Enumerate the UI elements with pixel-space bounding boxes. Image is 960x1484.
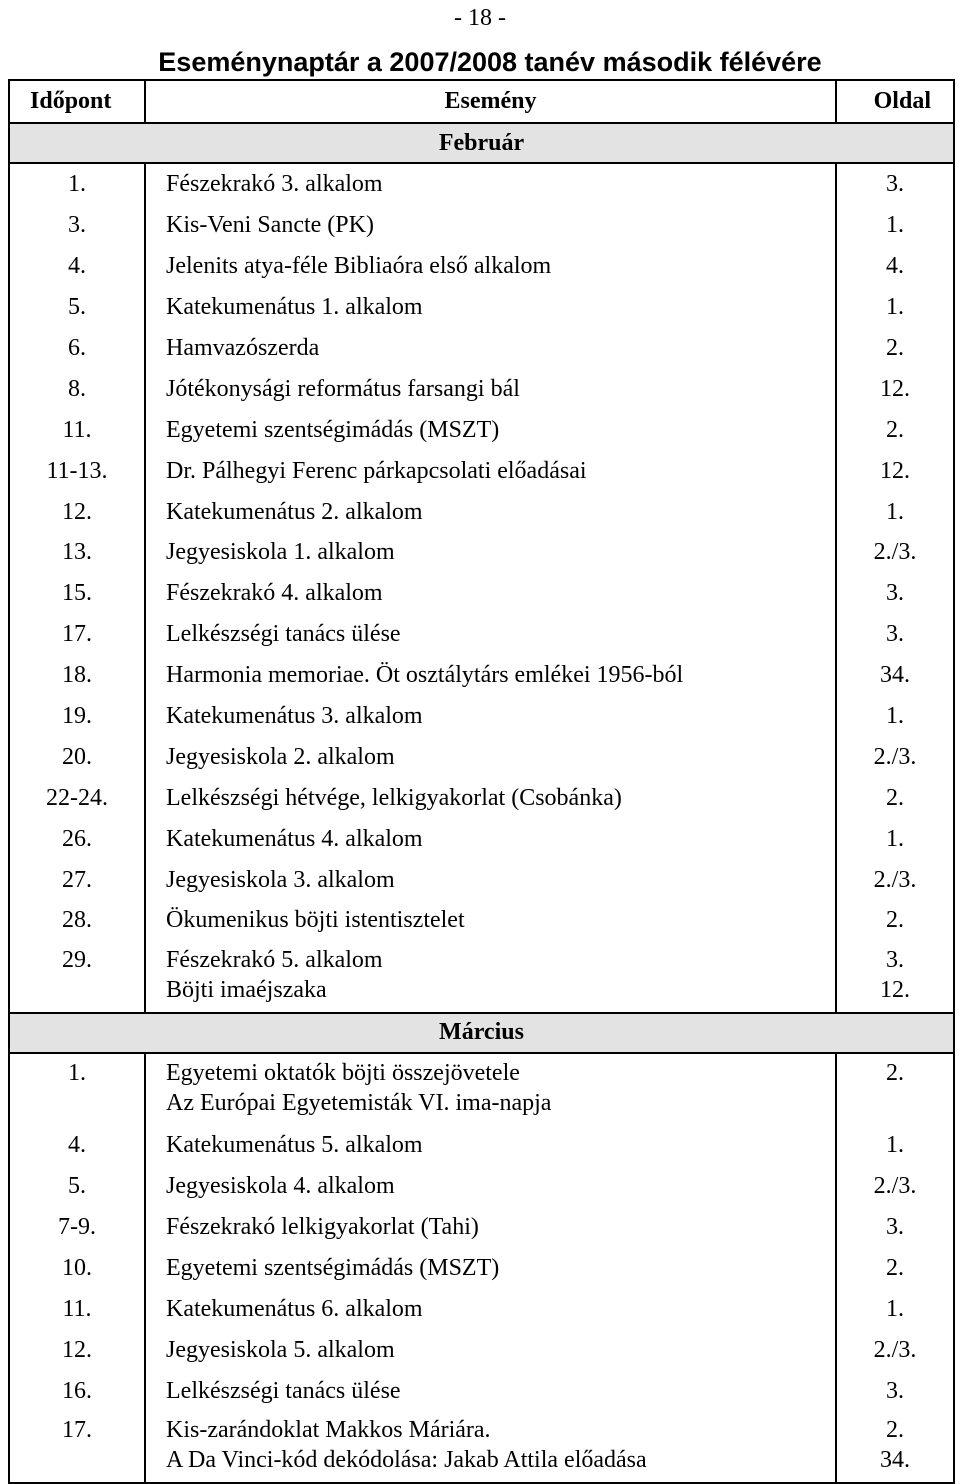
event-title: A Da Vinci-kód dekódolása: Jakab Attila előadása bbox=[166, 1447, 647, 1474]
event-title: Katekumenátus 4. alkalom bbox=[166, 825, 423, 852]
event-date: 17. bbox=[9, 1411, 145, 1483]
event-title: Fészekrakó lelkigyakorlat (Tahi) bbox=[166, 1214, 479, 1241]
page-number: - 18 - bbox=[454, 5, 506, 31]
page-reference: 3. bbox=[886, 1377, 904, 1404]
table-body bbox=[9, 123, 954, 1483]
page-reference: 2./3. bbox=[873, 866, 917, 893]
table-row bbox=[9, 1370, 954, 1411]
page-reference-cell bbox=[836, 1329, 954, 1370]
table-row bbox=[9, 614, 954, 655]
page-reference: 2. bbox=[886, 907, 904, 934]
page-reference: 1. bbox=[886, 294, 904, 321]
table-row bbox=[9, 1125, 954, 1166]
event-cell bbox=[145, 696, 836, 737]
event-cell bbox=[145, 368, 836, 409]
page-reference: 2. bbox=[886, 784, 904, 811]
event-cell bbox=[145, 246, 836, 287]
event-title: Fészekrakó 5. alkalom bbox=[166, 946, 383, 973]
page-reference-cell bbox=[836, 1207, 954, 1248]
event-cell bbox=[145, 818, 836, 859]
event-cell bbox=[145, 1166, 836, 1207]
event-date: 28. bbox=[9, 900, 145, 941]
event-cell bbox=[145, 287, 836, 328]
event-cell bbox=[145, 1125, 836, 1166]
table-row bbox=[9, 655, 954, 696]
page-reference: 1. bbox=[886, 825, 904, 852]
event-cell bbox=[145, 205, 836, 246]
event-date: 17. bbox=[9, 614, 145, 655]
page-reference: 2./3. bbox=[873, 539, 917, 566]
event-title: Kis-Veni Sancte (PK) bbox=[166, 212, 374, 239]
event-date: 19. bbox=[9, 696, 145, 737]
event-cell bbox=[145, 491, 836, 532]
event-date: 6. bbox=[9, 328, 145, 369]
month-header-row bbox=[9, 123, 954, 163]
month-name: Február bbox=[9, 123, 954, 163]
table-row bbox=[9, 818, 954, 859]
table-row bbox=[9, 532, 954, 573]
event-title: Jegyesiskola 5. alkalom bbox=[166, 1336, 395, 1363]
page-reference: 12. bbox=[880, 976, 910, 1003]
event-date: 13. bbox=[9, 532, 145, 573]
table-row bbox=[9, 1053, 954, 1125]
page-reference-cell bbox=[836, 532, 954, 573]
event-cell bbox=[145, 736, 836, 777]
table-row bbox=[9, 205, 954, 246]
event-date: 4. bbox=[9, 246, 145, 287]
event-cell bbox=[145, 450, 836, 491]
event-title: Egyetemi oktatók böjti összejövetele bbox=[166, 1059, 520, 1086]
page-reference: 4. bbox=[886, 253, 904, 280]
event-title: Lelkészségi tanács ülése bbox=[166, 1377, 401, 1404]
event-title: Jótékonysági református farsangi bál bbox=[166, 375, 520, 402]
event-cell bbox=[145, 1288, 836, 1329]
event-cell bbox=[145, 655, 836, 696]
table-row bbox=[9, 859, 954, 900]
event-date: 1. bbox=[9, 1053, 145, 1125]
page-reference: 34. bbox=[880, 662, 910, 689]
page-reference: 1. bbox=[886, 1132, 904, 1159]
event-cell bbox=[145, 859, 836, 900]
event-date: 5. bbox=[9, 1166, 145, 1207]
event-title: Jelenits atya-féle Bibliaóra első alkalom bbox=[166, 253, 552, 280]
event-cell bbox=[145, 777, 836, 818]
column-header-page: Oldal bbox=[836, 80, 954, 123]
table-row bbox=[9, 368, 954, 409]
event-title: Fészekrakó 4. alkalom bbox=[166, 580, 383, 607]
event-cell bbox=[145, 409, 836, 450]
event-date: 1. bbox=[9, 163, 145, 205]
page-reference-cell bbox=[836, 163, 954, 205]
column-header-date: Időpont bbox=[9, 80, 145, 123]
page-reference-cell bbox=[836, 450, 954, 491]
event-title: Katekumenátus 2. alkalom bbox=[166, 498, 423, 525]
event-date: 20. bbox=[9, 736, 145, 777]
event-date: 16. bbox=[9, 1370, 145, 1411]
event-title: Jegyesiskola 1. alkalom bbox=[166, 539, 395, 566]
page-reference-cell bbox=[836, 941, 954, 1013]
event-date: 3. bbox=[9, 205, 145, 246]
page-reference-cell bbox=[836, 1053, 954, 1125]
month-name: Március bbox=[9, 1013, 954, 1053]
event-title: Lelkészségi tanács ülése bbox=[166, 621, 401, 648]
page-reference: 3. bbox=[886, 580, 904, 607]
event-title: Katekumenátus 6. alkalom bbox=[166, 1295, 423, 1322]
event-title: Ökumenikus böjti istentisztelet bbox=[166, 907, 465, 934]
page-reference: 1. bbox=[886, 212, 904, 239]
event-title: Egyetemi szentségimádás (MSZT) bbox=[166, 1255, 500, 1282]
page-reference-cell bbox=[836, 859, 954, 900]
table-row bbox=[9, 1411, 954, 1483]
event-date: 18. bbox=[9, 655, 145, 696]
event-date: 27. bbox=[9, 859, 145, 900]
page-reference: 2. bbox=[886, 416, 904, 443]
page-reference-cell bbox=[836, 1288, 954, 1329]
page-reference: 3. bbox=[886, 621, 904, 648]
event-title: Jegyesiskola 4. alkalom bbox=[166, 1173, 395, 1200]
page-reference-cell bbox=[836, 1248, 954, 1289]
event-date: 11-13. bbox=[9, 450, 145, 491]
page-reference: 2. bbox=[886, 1417, 904, 1444]
event-title: Kis-zarándoklat Makkos Máriára. bbox=[166, 1417, 491, 1444]
event-title: Katekumenátus 5. alkalom bbox=[166, 1132, 423, 1159]
event-cell bbox=[145, 532, 836, 573]
event-date: 29. bbox=[9, 941, 145, 1013]
event-cell bbox=[145, 328, 836, 369]
event-title: Egyetemi szentségimádás (MSZT) bbox=[166, 416, 500, 443]
page-reference: 34. bbox=[880, 1447, 910, 1474]
event-cell bbox=[145, 1207, 836, 1248]
event-title: Dr. Pálhegyi Ferenc párkapcsolati előadásai bbox=[166, 457, 587, 484]
event-date: 11. bbox=[9, 1288, 145, 1329]
table-row bbox=[9, 246, 954, 287]
page-reference: 3. bbox=[886, 171, 904, 198]
page-reference-cell bbox=[836, 1411, 954, 1483]
event-cell bbox=[145, 1411, 836, 1483]
table-row bbox=[9, 1288, 954, 1329]
table-header-row bbox=[9, 80, 954, 123]
page-reference-cell bbox=[836, 1166, 954, 1207]
page-reference-cell bbox=[836, 900, 954, 941]
table-row bbox=[9, 900, 954, 941]
page-reference bbox=[837, 1088, 953, 1118]
event-date: 7-9. bbox=[9, 1207, 145, 1248]
page-reference-cell bbox=[836, 777, 954, 818]
page-reference-cell bbox=[836, 287, 954, 328]
event-date: 10. bbox=[9, 1248, 145, 1289]
page-reference: 12. bbox=[880, 457, 910, 484]
page-reference: 2. bbox=[886, 335, 904, 361]
page-reference-cell bbox=[836, 368, 954, 409]
page-reference: 1. bbox=[886, 498, 904, 525]
page-reference-cell bbox=[836, 696, 954, 737]
table-row bbox=[9, 736, 954, 777]
event-title: Hamvazószerda bbox=[166, 335, 320, 361]
page-reference-cell bbox=[836, 818, 954, 859]
table-row bbox=[9, 777, 954, 818]
page-reference-cell bbox=[836, 1370, 954, 1411]
event-date: 11. bbox=[9, 409, 145, 450]
event-title: Az Európai Egyetemisták VI. ima-napja bbox=[166, 1089, 552, 1116]
page-reference-cell bbox=[836, 328, 954, 369]
event-cell bbox=[145, 1053, 836, 1125]
event-date: 12. bbox=[9, 491, 145, 532]
event-date: 26. bbox=[9, 818, 145, 859]
page-reference: 2./3. bbox=[873, 743, 917, 770]
month-header-row bbox=[9, 1013, 954, 1053]
table-row bbox=[9, 328, 954, 369]
table-row bbox=[9, 163, 954, 205]
table-row bbox=[9, 1248, 954, 1289]
event-title: Harmonia memoriae. Öt osztálytárs emlékei 1956-ból bbox=[166, 662, 684, 689]
event-cell bbox=[145, 163, 836, 205]
page-reference-cell bbox=[836, 409, 954, 450]
page-reference-cell bbox=[836, 1125, 954, 1166]
page-reference: 2. bbox=[886, 1255, 904, 1282]
event-cell bbox=[145, 1370, 836, 1411]
page-reference-cell bbox=[836, 246, 954, 287]
page-reference-cell bbox=[836, 655, 954, 696]
table-row bbox=[9, 1207, 954, 1248]
page-reference: 1. bbox=[886, 703, 904, 730]
page-reference-cell bbox=[836, 573, 954, 614]
event-title: Fészekrakó 3. alkalom bbox=[166, 171, 383, 198]
table-row bbox=[9, 941, 954, 1013]
event-cell bbox=[145, 1329, 836, 1370]
table-row bbox=[9, 573, 954, 614]
page-reference: 3. bbox=[886, 1214, 904, 1241]
event-date: 8. bbox=[9, 368, 145, 409]
event-date: 15. bbox=[9, 573, 145, 614]
event-cell bbox=[145, 941, 836, 1013]
document-title: Eseménynaptár a 2007/2008 tanév második félévére bbox=[158, 47, 822, 77]
table-row bbox=[9, 696, 954, 737]
page-reference: 2./3. bbox=[873, 1336, 917, 1363]
event-title: Böjti imaéjszaka bbox=[166, 976, 327, 1003]
table-row bbox=[9, 287, 954, 328]
event-cell bbox=[145, 900, 836, 941]
page-reference-cell bbox=[836, 205, 954, 246]
table-row bbox=[9, 1166, 954, 1207]
page-reference: 2. bbox=[886, 1059, 904, 1086]
event-title: Jegyesiskola 3. alkalom bbox=[166, 866, 395, 893]
event-title: Lelkészségi hétvége, lelkigyakorlat (Csobánka) bbox=[166, 784, 622, 811]
event-cell bbox=[145, 1248, 836, 1289]
event-title: Katekumenátus 3. alkalom bbox=[166, 703, 423, 730]
event-title: Katekumenátus 1. alkalom bbox=[166, 294, 423, 321]
event-date: 22-24. bbox=[9, 777, 145, 818]
page-reference: 1. bbox=[886, 1295, 904, 1322]
events-table bbox=[8, 79, 955, 1484]
event-date: 5. bbox=[9, 287, 145, 328]
page-reference-cell bbox=[836, 491, 954, 532]
page-reference: 12. bbox=[880, 375, 910, 402]
event-cell bbox=[145, 614, 836, 655]
event-date: 12. bbox=[9, 1329, 145, 1370]
table-row bbox=[9, 409, 954, 450]
column-header-event: Esemény bbox=[145, 80, 836, 123]
table-row bbox=[9, 450, 954, 491]
page-reference-cell bbox=[836, 614, 954, 655]
table-row bbox=[9, 1329, 954, 1370]
page-reference: 3. bbox=[886, 946, 904, 973]
event-cell bbox=[145, 573, 836, 614]
event-title: Jegyesiskola 2. alkalom bbox=[166, 743, 395, 770]
page-reference-cell bbox=[836, 736, 954, 777]
page-reference: 2./3. bbox=[873, 1173, 917, 1200]
table-row bbox=[9, 491, 954, 532]
event-date: 4. bbox=[9, 1125, 145, 1166]
